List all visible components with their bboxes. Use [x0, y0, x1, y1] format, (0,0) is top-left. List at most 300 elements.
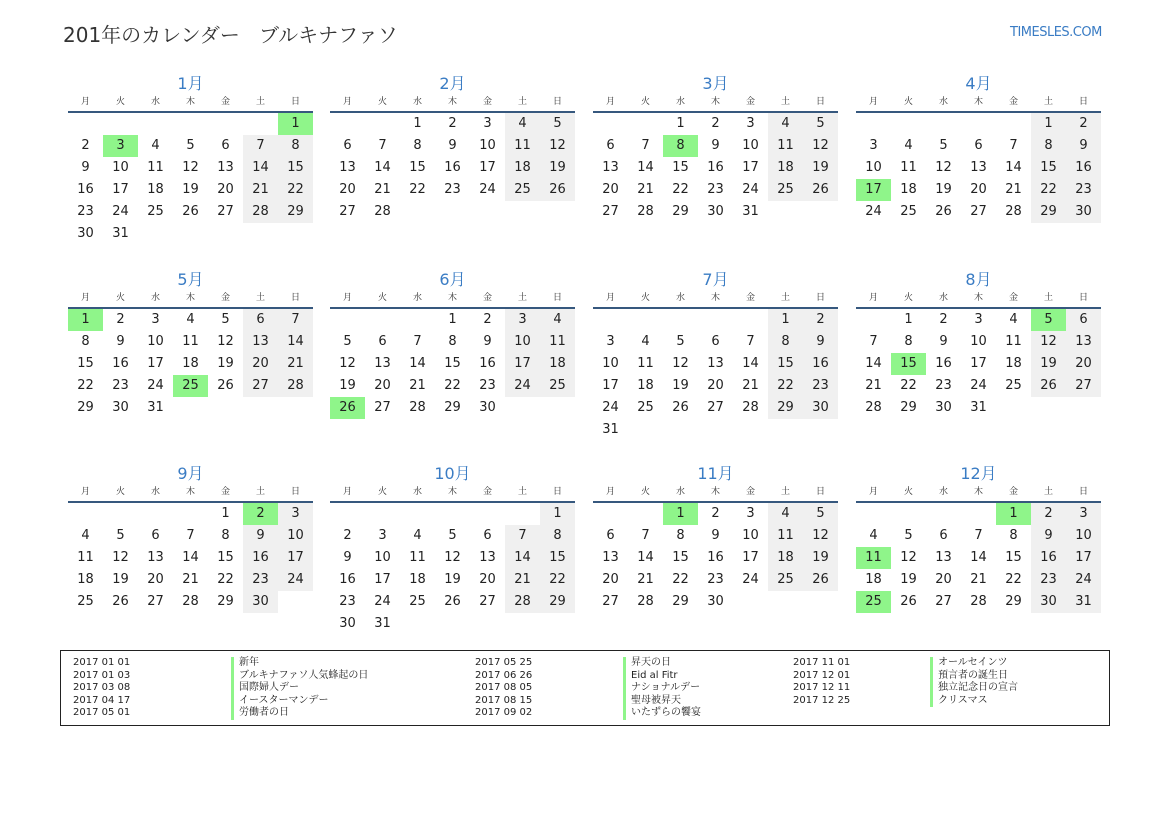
holiday-date: 2017 06 26 [475, 669, 533, 681]
weekday-label: 火 [640, 293, 650, 303]
holiday-day-cell: 1 [663, 503, 698, 525]
weekday-label: 金 [220, 293, 230, 303]
weekday-label: 日 [290, 293, 300, 303]
day-cell: 29 [1031, 201, 1066, 223]
holiday-day-cell: 26 [330, 397, 365, 419]
day-cell: 13 [147, 550, 164, 565]
day-cell: 6 [378, 334, 387, 349]
weekday-label: 火 [377, 487, 387, 497]
day-cell: 9 [711, 138, 720, 153]
empty-cell [400, 503, 435, 525]
empty-cell [243, 113, 278, 135]
day-cell: 12 [112, 550, 129, 565]
weekday-label: 月 [868, 97, 878, 107]
day-cell: 2 [343, 528, 352, 543]
day-cell: 11 [768, 135, 803, 157]
day-cell: 21 [278, 353, 313, 375]
day-cell: 26 [803, 179, 838, 201]
weekday-label: 土 [780, 293, 790, 303]
weekday-label: 日 [552, 97, 562, 107]
holiday-name: 昇天の日 [623, 657, 701, 670]
day-cell: 27 [243, 375, 278, 397]
holiday-name: イースターマンデー [231, 695, 368, 708]
day-cell: 11 [77, 550, 94, 565]
day-cell: 22 [900, 378, 917, 393]
day-cell: 28 [970, 594, 987, 609]
holiday-day-cell: 1 [996, 503, 1031, 525]
day-cell: 23 [803, 375, 838, 397]
empty-cell [856, 503, 891, 525]
weekday-label: 水 [675, 487, 685, 497]
day-cell: 9 [243, 525, 278, 547]
day-cell: 28 [742, 400, 759, 415]
holiday-names-column [231, 657, 368, 720]
day-cell: 23 [444, 182, 461, 197]
day-cell: 15 [217, 550, 234, 565]
weekday-label: 木 [447, 487, 457, 497]
empty-cell [961, 503, 996, 525]
day-cell: 2 [483, 312, 492, 327]
day-cell: 27 [479, 594, 496, 609]
day-cell: 30 [243, 591, 278, 613]
day-cell: 18 [768, 547, 803, 569]
weekday-label: 月 [342, 97, 352, 107]
day-cell: 8 [221, 528, 230, 543]
day-cell: 24 [374, 594, 391, 609]
day-cell: 19 [444, 572, 461, 587]
day-cell: 11 [768, 525, 803, 547]
day-cell: 2 [448, 116, 457, 131]
month-2 [330, 73, 575, 223]
day-cell: 7 [278, 309, 313, 331]
day-cell: 21 [409, 378, 426, 393]
day-cell: 13 [243, 331, 278, 353]
day-cell: 27 [602, 594, 619, 609]
day-cell: 5 [448, 528, 457, 543]
empty-cell [505, 503, 540, 525]
weekday-label: 金 [482, 97, 492, 107]
day-cell: 9 [803, 331, 838, 353]
holiday-date: 2017 08 05 [475, 682, 533, 693]
day-cell: 13 [970, 160, 987, 175]
day-cell: 12 [803, 525, 838, 547]
weekday-label: 月 [342, 293, 352, 303]
day-cell: 17 [374, 572, 391, 587]
day-cell: 12 [672, 356, 689, 371]
weekday-label: 土 [780, 487, 790, 497]
day-cell: 16 [444, 160, 461, 175]
day-cell: 31 [147, 400, 164, 415]
day-cell: 4 [768, 503, 803, 525]
day-cell: 28 [637, 594, 654, 609]
day-cell: 20 [602, 572, 619, 587]
weekday-label: 木 [710, 293, 720, 303]
day-cell: 20 [339, 182, 356, 197]
day-cell: 25 [77, 594, 94, 609]
holiday-dates-column [793, 657, 850, 707]
day-cell: 31 [112, 226, 129, 241]
day-cell: 10 [112, 160, 129, 175]
day-cell: 14 [243, 157, 278, 179]
day-cell: 17 [970, 356, 987, 371]
day-cell: 20 [935, 572, 952, 587]
day-cell: 29 [1005, 594, 1022, 609]
weekday-label: 金 [220, 487, 230, 497]
day-grid [593, 113, 838, 223]
weekday-header [330, 485, 575, 503]
day-cell: 2 [939, 312, 948, 327]
holiday-name: 新年 [231, 657, 368, 670]
day-cell: 22 [444, 378, 461, 393]
empty-cell [68, 113, 103, 135]
day-cell: 20 [1066, 353, 1101, 375]
day-cell: 18 [77, 572, 94, 587]
weekday-label: 日 [290, 487, 300, 497]
weekday-label: 水 [675, 97, 685, 107]
empty-cell [996, 113, 1031, 135]
day-grid [593, 503, 838, 613]
day-cell: 10 [505, 331, 540, 353]
day-cell: 12 [1031, 331, 1066, 353]
day-cell: 8 [676, 528, 685, 543]
weekday-label: 土 [255, 487, 265, 497]
empty-cell [365, 113, 400, 135]
month-title: 9月 [177, 464, 204, 483]
day-cell: 25 [637, 400, 654, 415]
day-cell: 27 [1066, 375, 1101, 397]
day-cell: 10 [742, 138, 759, 153]
day-cell: 4 [1009, 312, 1018, 327]
day-cell: 26 [935, 204, 952, 219]
day-cell: 18 [768, 157, 803, 179]
weekday-label: 木 [185, 487, 195, 497]
day-cell: 24 [1066, 569, 1101, 591]
holiday-date: 2017 09 02 [475, 707, 533, 718]
weekday-label: 日 [815, 97, 825, 107]
day-cell: 17 [505, 353, 540, 375]
day-cell: 29 [444, 400, 461, 415]
empty-cell [138, 113, 173, 135]
day-cell: 1 [768, 309, 803, 331]
day-cell: 5 [116, 528, 125, 543]
day-cell: 27 [339, 204, 356, 219]
day-cell: 10 [278, 525, 313, 547]
day-cell: 5 [939, 138, 948, 153]
month-10 [330, 463, 575, 635]
day-cell: 26 [1031, 375, 1066, 397]
day-cell: 2 [81, 138, 90, 153]
holiday-date: 2017 03 08 [73, 682, 131, 693]
empty-cell [103, 113, 138, 135]
day-cell: 28 [278, 375, 313, 397]
day-cell: 31 [602, 422, 619, 437]
day-cell: 17 [278, 547, 313, 569]
weekday-label: 水 [150, 487, 160, 497]
weekday-label: 木 [973, 487, 983, 497]
day-cell: 7 [641, 528, 650, 543]
holiday-day-cell: 25 [173, 375, 208, 397]
day-cell: 17 [742, 160, 759, 175]
day-cell: 23 [935, 378, 952, 393]
day-cell: 20 [217, 182, 234, 197]
day-cell: 9 [483, 334, 492, 349]
day-cell: 11 [182, 334, 199, 349]
day-cell: 15 [768, 353, 803, 375]
month-title: 7月 [702, 270, 729, 289]
day-cell: 11 [637, 356, 654, 371]
day-cell: 3 [1066, 503, 1101, 525]
day-cell: 14 [637, 160, 654, 175]
day-cell: 28 [637, 204, 654, 219]
month-7 [593, 269, 838, 441]
day-cell: 27 [707, 400, 724, 415]
empty-cell [628, 309, 663, 331]
weekday-label: 金 [745, 97, 755, 107]
day-cell: 7 [505, 525, 540, 547]
day-cell: 3 [974, 312, 983, 327]
day-cell: 6 [243, 309, 278, 331]
day-cell: 17 [112, 182, 129, 197]
empty-cell [663, 309, 698, 331]
day-cell: 14 [278, 331, 313, 353]
month-title: 11月 [697, 464, 734, 483]
day-cell: 11 [409, 550, 426, 565]
day-cell: 2 [1031, 503, 1066, 525]
day-cell: 4 [768, 113, 803, 135]
holiday-date: 2017 11 01 [793, 657, 851, 668]
holiday-name: オールセインツ [930, 657, 1018, 670]
day-cell: 22 [672, 182, 689, 197]
day-cell: 5 [540, 113, 575, 135]
month-6 [330, 269, 575, 419]
day-cell: 22 [77, 378, 94, 393]
day-cell: 4 [151, 138, 160, 153]
weekday-header [68, 95, 313, 113]
day-cell: 12 [803, 135, 838, 157]
day-cell: 15 [1031, 157, 1066, 179]
empty-cell [698, 309, 733, 331]
day-cell: 13 [707, 356, 724, 371]
holiday-name: 独立記念日の宣言 [930, 682, 1018, 695]
site-link[interactable]: TIMESLES.COM [1010, 25, 1102, 40]
weekday-label: 月 [605, 487, 615, 497]
holiday-day-cell: 1 [68, 309, 103, 331]
day-cell: 19 [672, 378, 689, 393]
empty-cell [926, 503, 961, 525]
holiday-name: ブルキナファソ人気蜂起の日 [231, 670, 368, 683]
day-cell: 29 [278, 201, 313, 223]
weekday-header [330, 95, 575, 113]
day-cell: 3 [746, 506, 755, 521]
day-cell: 31 [1066, 591, 1101, 613]
day-cell: 3 [151, 312, 160, 327]
day-cell: 7 [243, 135, 278, 157]
day-cell: 30 [803, 397, 838, 419]
empty-cell [891, 503, 926, 525]
day-cell: 27 [147, 594, 164, 609]
day-cell: 29 [768, 397, 803, 419]
day-cell: 6 [151, 528, 160, 543]
day-cell: 18 [900, 182, 917, 197]
day-cell: 24 [278, 569, 313, 591]
day-cell: 15 [77, 356, 94, 371]
weekday-label: 土 [517, 487, 527, 497]
holiday-day-cell: 2 [243, 503, 278, 525]
day-cell: 30 [1066, 201, 1101, 223]
weekday-label: 火 [640, 97, 650, 107]
day-cell: 16 [112, 356, 129, 371]
day-cell: 21 [637, 572, 654, 587]
day-cell: 18 [505, 157, 540, 179]
day-cell: 19 [1031, 353, 1066, 375]
day-cell: 15 [444, 356, 461, 371]
day-cell: 16 [1066, 157, 1101, 179]
day-cell: 2 [711, 116, 720, 131]
month-1 [68, 73, 313, 245]
day-cell: 24 [970, 378, 987, 393]
day-cell: 10 [479, 138, 496, 153]
day-cell: 28 [374, 204, 391, 219]
day-cell: 18 [540, 353, 575, 375]
day-cell: 25 [147, 204, 164, 219]
day-cell: 10 [970, 334, 987, 349]
day-cell: 30 [1031, 591, 1066, 613]
empty-cell [926, 113, 961, 135]
day-cell: 6 [974, 138, 983, 153]
month-title: 4月 [965, 74, 992, 93]
weekday-label: 水 [938, 97, 948, 107]
holiday-date: 2017 12 01 [793, 669, 851, 681]
day-cell: 19 [339, 378, 356, 393]
day-cell: 30 [707, 204, 724, 219]
empty-cell [470, 503, 505, 525]
weekday-label: 日 [552, 293, 562, 303]
day-cell: 17 [147, 356, 164, 371]
weekday-label: 土 [1043, 487, 1053, 497]
day-cell: 12 [935, 160, 952, 175]
weekday-label: 日 [815, 487, 825, 497]
day-cell: 26 [217, 378, 234, 393]
day-cell: 14 [409, 356, 426, 371]
holiday-date: 2017 05 25 [475, 657, 533, 668]
day-cell: 27 [935, 594, 952, 609]
day-cell: 23 [339, 594, 356, 609]
day-cell: 4 [540, 309, 575, 331]
day-cell: 30 [339, 616, 356, 631]
day-cell: 23 [1031, 569, 1066, 591]
day-cell: 7 [869, 334, 878, 349]
day-cell: 3 [606, 334, 615, 349]
weekday-label: 金 [1008, 97, 1018, 107]
empty-cell [173, 503, 208, 525]
empty-cell [856, 113, 891, 135]
day-cell: 26 [444, 594, 461, 609]
holiday-date: 2017 12 25 [793, 694, 851, 706]
weekday-label: 木 [710, 97, 720, 107]
day-cell: 6 [606, 138, 615, 153]
day-cell: 16 [707, 550, 724, 565]
day-cell: 24 [742, 182, 759, 197]
day-cell: 14 [865, 356, 882, 371]
day-cell: 10 [374, 550, 391, 565]
empty-cell [208, 113, 243, 135]
weekday-label: 火 [115, 97, 125, 107]
day-cell: 3 [505, 309, 540, 331]
weekday-label: 木 [710, 487, 720, 497]
weekday-label: 水 [412, 97, 422, 107]
day-cell: 19 [900, 572, 917, 587]
weekday-label: 金 [482, 487, 492, 497]
weekday-label: 火 [377, 293, 387, 303]
weekday-label: 火 [115, 487, 125, 497]
day-cell: 18 [865, 572, 882, 587]
holiday-day-cell: 15 [891, 353, 926, 375]
day-cell: 16 [77, 182, 94, 197]
day-cell: 10 [742, 528, 759, 543]
day-cell: 26 [672, 400, 689, 415]
day-grid [68, 503, 313, 613]
day-cell: 1 [1031, 113, 1066, 135]
day-cell: 13 [339, 160, 356, 175]
day-cell: 6 [221, 138, 230, 153]
holiday-name: 労働者の日 [231, 707, 368, 720]
day-cell: 9 [939, 334, 948, 349]
month-title: 5月 [177, 270, 204, 289]
day-cell: 14 [742, 356, 759, 371]
day-cell: 13 [1066, 331, 1101, 353]
day-cell: 6 [711, 334, 720, 349]
day-cell: 2 [803, 309, 838, 331]
day-cell: 12 [540, 135, 575, 157]
day-cell: 28 [865, 400, 882, 415]
day-cell: 25 [409, 594, 426, 609]
day-cell: 18 [147, 182, 164, 197]
holiday-names-column [623, 657, 701, 720]
day-cell: 19 [803, 157, 838, 179]
page-title: 201年のカレンダー ブルキナファソ [63, 23, 398, 47]
day-cell: 23 [243, 569, 278, 591]
day-cell: 24 [505, 375, 540, 397]
empty-cell [103, 503, 138, 525]
day-cell: 23 [112, 378, 129, 393]
weekday-label: 金 [745, 487, 755, 497]
empty-cell [173, 113, 208, 135]
weekday-label: 火 [640, 487, 650, 497]
holiday-day-cell: 25 [856, 591, 891, 613]
day-cell: 20 [147, 572, 164, 587]
day-cell: 28 [505, 591, 540, 613]
weekday-header [593, 291, 838, 309]
weekday-label: 土 [1043, 293, 1053, 303]
day-cell: 13 [935, 550, 952, 565]
weekday-label: 金 [1008, 487, 1018, 497]
day-cell: 23 [1066, 179, 1101, 201]
empty-cell [365, 309, 400, 331]
day-cell: 19 [540, 157, 575, 179]
month-title: 2月 [439, 74, 466, 93]
day-cell: 7 [974, 528, 983, 543]
day-cell: 3 [869, 138, 878, 153]
day-cell: 9 [1066, 135, 1101, 157]
day-cell: 8 [540, 525, 575, 547]
day-cell: 21 [970, 572, 987, 587]
day-cell: 20 [243, 353, 278, 375]
day-cell: 15 [409, 160, 426, 175]
day-cell: 15 [672, 550, 689, 565]
day-cell: 4 [81, 528, 90, 543]
day-cell: 28 [409, 400, 426, 415]
day-cell: 18 [182, 356, 199, 371]
